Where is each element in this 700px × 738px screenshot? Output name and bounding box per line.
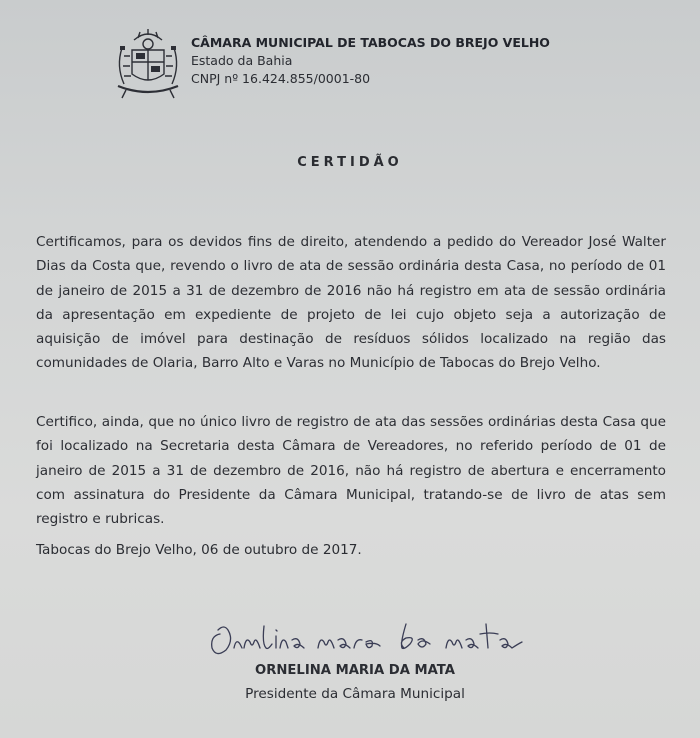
letterhead bbox=[191, 34, 550, 88]
body-paragraph-1: Certificamos, para os devidos fins de direito, atendendo a pedido do Vereador José Walter Dias da Costa que, revendo o livro de ata de sessão ordinária desta Casa, no período de 01 de janeiro de 2015 a 31 de dezembro de 2016 não há registro em ata de sessão ordinária da apresentação em expediente de projeto de lei cujo objeto seja a autorização de aquisição de imóvel para destinação de resíduos sólidos localizado na região das comunidades de Olaria, Barro Alto e Varas no Município de Tabocas do Brejo Velho. bbox=[36, 234, 666, 372]
state-name: Estado da Bahia bbox=[191, 53, 293, 68]
organization-name: CÂMARA MUNICIPAL DE TABOCAS DO BREJO VELHO bbox=[191, 35, 550, 50]
body-paragraph-2: Certifico, ainda, que no único livro de registro de ata das sessões ordinárias desta Casa que foi localizado na Secretaria desta Câmara de Vereadores, no referido período de 01 de janeiro de 2015 a 31 de dezembro de 2016, não há registro de abertura e encerramento com assinatura do Presidente da Câmara Municipal, tratando-se de livro de atas sem registro e rubricas. bbox=[36, 414, 666, 528]
handwritten-signature bbox=[206, 614, 566, 660]
cnpj-number: CNPJ nº 16.424.855/0001-80 bbox=[191, 71, 371, 86]
place-and-date: Tabocas do Brejo Velho, 06 de outubro de 2017. bbox=[36, 542, 362, 558]
signer-name: ORNELINA MARIA DA MATA bbox=[255, 663, 455, 678]
signer-role: Presidente da Câmara Municipal bbox=[245, 686, 465, 702]
coat-of-arms-icon bbox=[112, 26, 184, 102]
document-title: CERTIDÃO bbox=[297, 155, 403, 170]
